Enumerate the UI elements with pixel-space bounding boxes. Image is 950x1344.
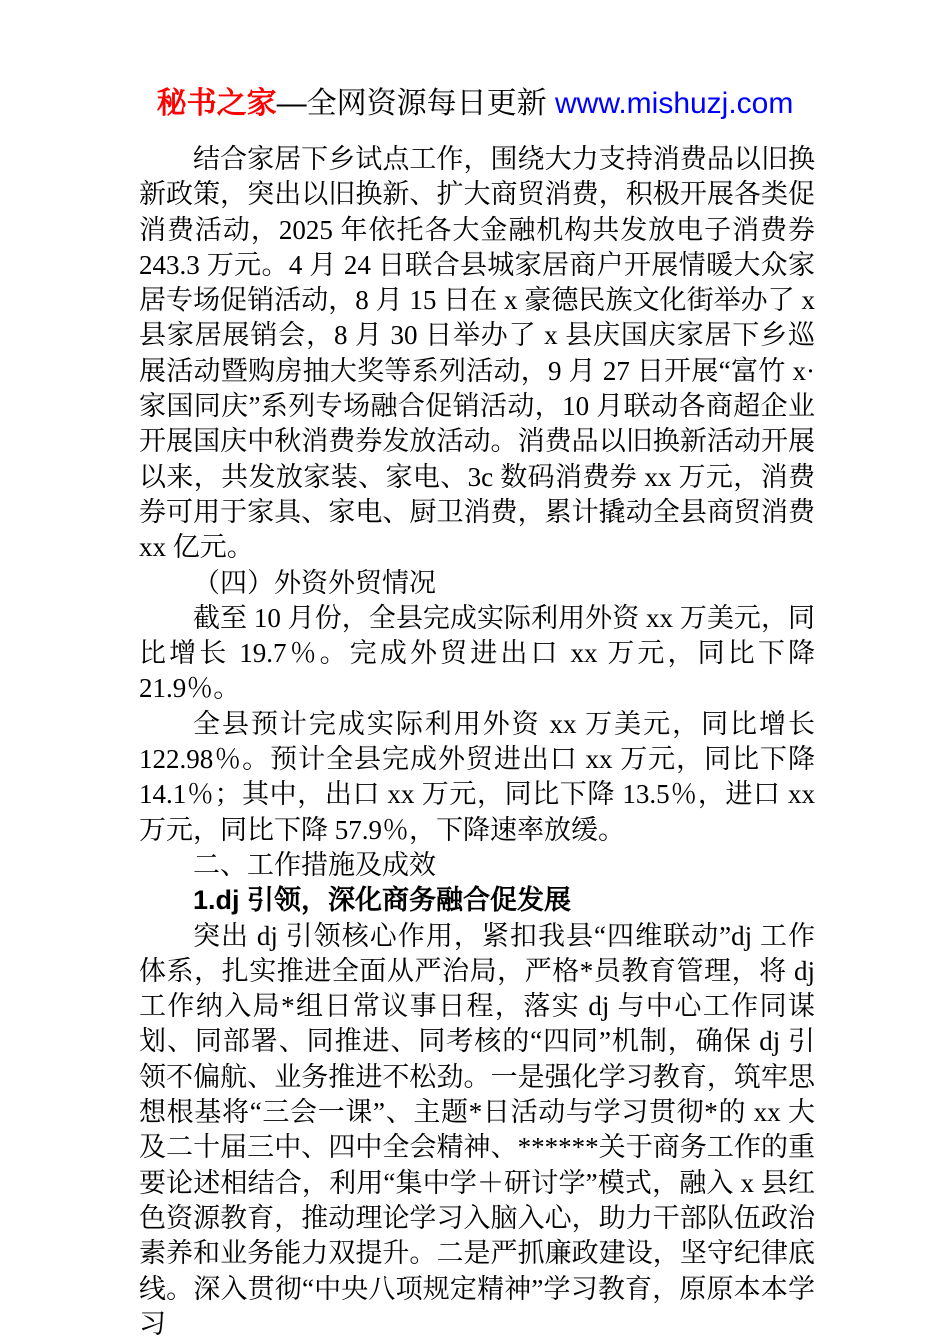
site-tagline: 全网资源每日更新	[306, 87, 555, 120]
header-dash: —	[276, 87, 307, 120]
paragraph-trade-stats-october: 截至 10 月份，全县完成实际利用外资 xx 万美元，同比增长 19.7％。完成外贸进出口 xx 万元，同比下降 21.9％。	[139, 602, 815, 704]
site-url-link[interactable]: www.mishuzj.com	[554, 87, 794, 120]
paragraph-trade-forecast: 全县预计完成实际利用外资 xx 万美元，同比增长 122.98％。预计全县完成外贸进出口 xx 万元，同比下降 14.1％；其中，出口 xx 万元，同比下降 13.5％，进口 xx 万元，同比下降 57.9％，下降速率放缓。	[139, 708, 815, 845]
paragraph-consumption-activities: 结合家居下乡试点工作，围绕大力支持消费品以旧换新政策，突出以旧换新、扩大商贸消费，积极开展各类促消费活动，2025 年依托各大金融机构共发放电子消费券 243.3 万元。4 月 24 日联合县城家居商户开展情暖大众家居专场促销活动，8 月 15 日在 x 豪德民族文化街举办了 x 县家居展销会，8 月 30 日举办了 x 县庆国庆家居下乡巡展活动暨购房抽大奖等系列活动，9 月 27 日开展“富竹 x·家国同庆”系列专场融合促销活动，10 月联动各商超企业开展国庆中秋消费券发放活动。消费品以旧换新活动开展以来，共发放家装、家电、3c 数码消费券 xx 万元，消费券可用于家具、家电、厨卫消费，累计撬动全县商贸消费 xx 亿元。	[139, 144, 815, 563]
site-header	[0, 86, 950, 122]
section-heading-foreign-trade: （四）外资外贸情况	[193, 567, 436, 598]
site-brand: 秘书之家	[156, 87, 277, 120]
section-heading-measures: 二、工作措施及成效	[193, 849, 436, 880]
document-body	[139, 142, 815, 1342]
paragraph-dj-work: 突出 dj 引领核心作用，紧扣我县“四维联动”dj 工作体系，扎实推进全面从严治局，严格*员教育管理，将 dj 工作纳入局*组日常议事日程，落实 dj 与中心工作同谋划、同部署、同推进、同考核的“四同”机制，确保 dj 引领不偏航、业务推进不松劲。一是强化学习教育，筑牢思想根基将“三会一课”、主题*日活动与学习贯彻*的 xx 大及二十届三中、四中全会精神、******关于商务工作的重要论述相结合，利用“集中学＋研讨学”模式，融入 x 县红色资源教育，推动理论学习入脑入心，助力干部队伍政治素养和业务能力双提升。二是严抓廉政建设，坚守纪律底线。深入贯彻“中央八项规定精神”学习教育，原原本本学习	[139, 920, 815, 1339]
subsection-heading-dj-lead: 1.dj 引领，深化商务融合促发展	[193, 885, 572, 916]
